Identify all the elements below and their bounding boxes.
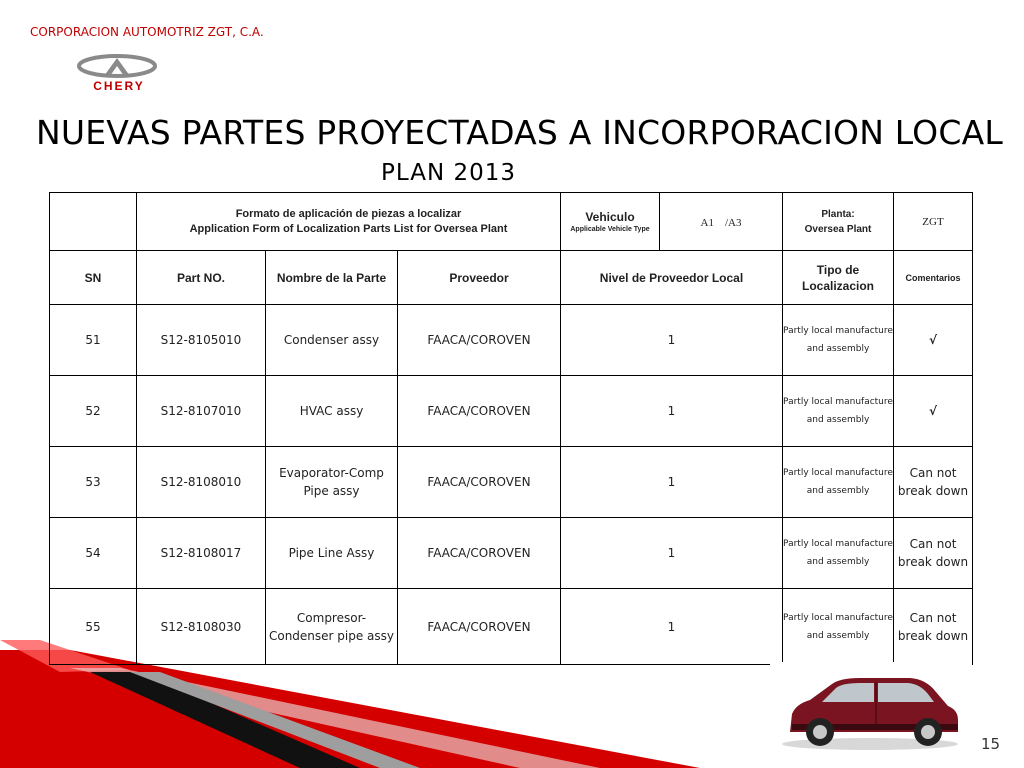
logo-text: CHERY [93,79,145,93]
cell-name: HVAC assy [266,376,398,447]
cell-level: 1 [561,305,783,376]
table-row [50,518,973,589]
vehicle-label-es: Vehiculo [585,210,635,224]
car-illustration [770,662,972,754]
cell-sn: 52 [50,376,137,447]
col-header-supplier: Proveedor [398,251,561,305]
plant-label-cell [783,193,894,251]
cell-localization-type: Partly local manufacture and assembly [783,305,894,376]
plant-label-en: Oversea Plant [804,223,872,235]
page-title: NUEVAS PARTES PROYECTADAS A INCORPORACION LOCAL [36,113,1003,152]
cell-sn: 51 [50,305,137,376]
cell-localization-type: Partly local manufacture and assembly [783,447,894,518]
cell-comment: √ [894,376,973,447]
form-label-es: Formato de aplicación de piezas a localizar [235,208,462,220]
cell-supplier: FAACA/COROVEN [398,305,561,376]
plant-value: ZGT [894,193,973,251]
cell-level: 1 [561,589,783,665]
table-row [50,376,973,447]
cell-localization-type: Partly local manufacture and assembly [783,376,894,447]
company-name: CORPORACION AUTOMOTRIZ ZGT, C.A. [30,25,264,39]
chery-logo [74,54,164,94]
table-header-row-1 [50,193,973,251]
table-header-row-2 [50,251,973,305]
col-header-comments: Comentarios [894,251,973,305]
localization-parts-table [49,192,973,665]
cell-name: Condenser assy [266,305,398,376]
cell-part-no: S12-8105010 [137,305,266,376]
cell-sn: 54 [50,518,137,589]
cell-localization-type: Partly local manufacture and assembly [783,518,894,589]
cell-part-no: S12-8108010 [137,447,266,518]
cell-sn: 55 [50,589,137,665]
cell-supplier: FAACA/COROVEN [398,447,561,518]
form-label-cell [137,193,561,251]
cell-comment: Can not break down [894,518,973,589]
cell-level: 1 [561,376,783,447]
table-row [50,589,973,665]
cell-supplier: FAACA/COROVEN [398,518,561,589]
col-header-name: Nombre de la Parte [266,251,398,305]
table-row [50,305,973,376]
form-label-en: Application Form of Localization Parts List for Oversea Plant [189,223,508,235]
col-header-part-no: Part NO. [137,251,266,305]
cell-name: Compresor-Condenser pipe assy [266,589,398,665]
cell-part-no: S12-8108030 [137,589,266,665]
cell-level: 1 [561,447,783,518]
vehicle-value: A1 /A3 [660,193,783,251]
cell-level: 1 [561,518,783,589]
vehicle-label-cell [561,193,660,251]
empty-header-cell [50,193,137,251]
cell-part-no: S12-8108017 [137,518,266,589]
col-header-localization-type: Tipo de Localizacion [783,251,894,305]
col-header-supplier-level: Nivel de Proveedor Local [561,251,783,305]
cell-supplier: FAACA/COROVEN [398,376,561,447]
cell-name: Pipe Line Assy [266,518,398,589]
cell-part-no: S12-8107010 [137,376,266,447]
plant-label-es: Planta: [821,208,855,220]
cell-supplier: FAACA/COROVEN [398,589,561,665]
cell-name: Evaporator-Comp Pipe assy [266,447,398,518]
table-row [50,447,973,518]
col-header-sn: SN [50,251,137,305]
cell-comment: Can not break down [894,589,973,665]
cell-comment: √ [894,305,973,376]
cell-comment: Can not break down [894,447,973,518]
cell-localization-type: Partly local manufacture and assembly [783,589,894,665]
vehicle-label-en: Applicable Vehicle Type [570,226,650,233]
car-image [770,662,972,754]
cell-sn: 53 [50,447,137,518]
page-number: 15 [981,735,1001,753]
page-subtitle: PLAN 2013 [381,160,516,186]
